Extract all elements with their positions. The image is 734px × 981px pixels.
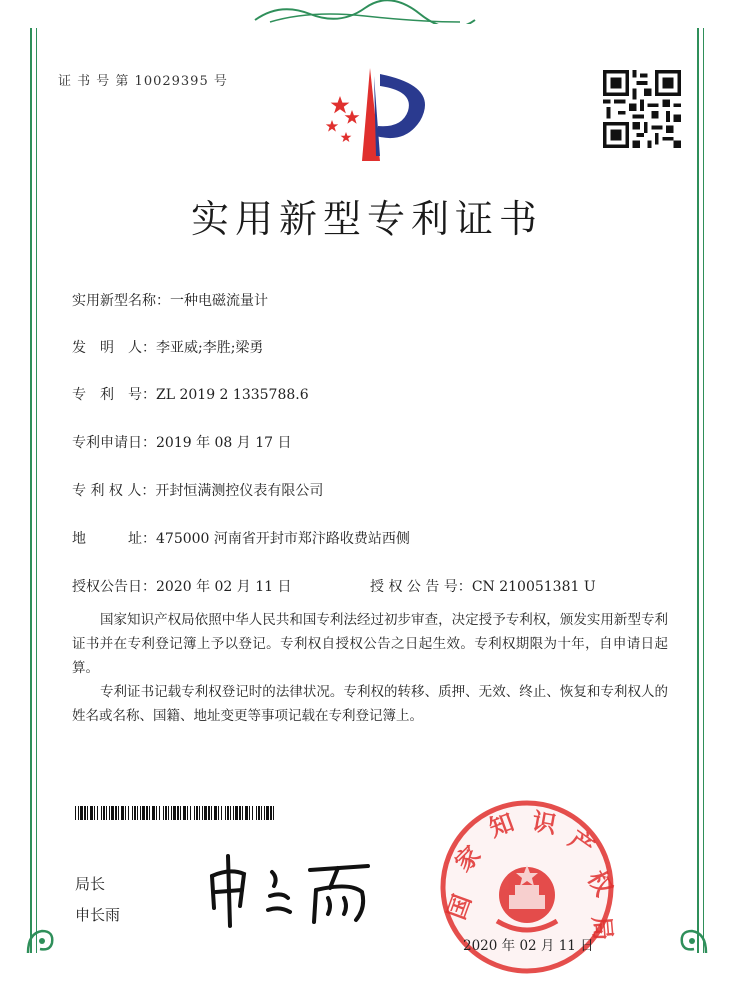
barcode-bar xyxy=(97,806,98,820)
barcode-bar xyxy=(152,806,155,820)
barcode-bar xyxy=(196,806,198,820)
filing-date-label: 专利申请日： xyxy=(72,435,156,451)
barcode-bar xyxy=(252,806,253,820)
barcode-bar xyxy=(173,806,176,820)
cnipa-emblem-icon xyxy=(310,66,440,166)
address-value: 475000 河南省开封市郑汴路收费站西侧 xyxy=(156,531,410,547)
left-border xyxy=(30,28,37,953)
barcode-bar xyxy=(266,806,269,820)
barcode-bar xyxy=(149,806,150,820)
barcode-bar xyxy=(230,806,231,820)
barcode-bar xyxy=(118,806,119,820)
barcode-bar xyxy=(140,806,141,820)
barcode-bar xyxy=(111,806,114,820)
patent-number-value: ZL 2019 2 1335788.6 xyxy=(156,387,309,403)
field-grant-date xyxy=(72,576,292,596)
statement-paragraph-1: 国家知识产权局依照中华人民共和国专利法经过初步审查，决定授予专利权，颁发实用新型专利证书并在专利登记簿上予以登记。专利权自授权公告之日起生效。专利权期限为十年，自申请日起算。 xyxy=(72,612,668,676)
field-inventor xyxy=(72,337,263,357)
field-patentee xyxy=(72,480,323,500)
barcode-bar xyxy=(214,806,217,820)
barcode-bar xyxy=(103,806,105,820)
barcode-bar xyxy=(75,806,76,820)
utility-model-name-label: 实用新型名称： xyxy=(72,293,170,309)
barcode-bar xyxy=(225,806,226,820)
barcode-bar xyxy=(101,806,102,820)
barcode-bar xyxy=(227,806,229,820)
barcode-bar xyxy=(163,806,164,820)
barcode-bar xyxy=(84,806,86,820)
barcode-bar xyxy=(80,806,83,820)
barcode-bar xyxy=(146,806,148,820)
grant-number-value: CN 210051381 U xyxy=(471,579,596,595)
barcode-bar xyxy=(106,806,107,820)
barcode-bar xyxy=(165,806,167,820)
barcode-bar xyxy=(90,806,93,820)
barcode-bar xyxy=(204,806,207,820)
bottom-left-ornament-icon xyxy=(24,921,60,957)
certificate-number-value: 10029395 xyxy=(134,74,209,89)
director-signature xyxy=(200,848,380,928)
barcode-bar xyxy=(171,806,172,820)
barcode-bar xyxy=(258,806,260,820)
svg-text:权: 权 xyxy=(581,866,619,901)
patentee-label: 专 利 权 人： xyxy=(72,483,156,499)
barcode-bar xyxy=(187,806,188,820)
barcode-bar xyxy=(159,806,160,820)
inventor-label: 发 明 人： xyxy=(72,340,156,356)
barcode-bar xyxy=(115,806,117,820)
barcode-bar xyxy=(235,806,238,820)
certificate-number-label: 证 书 号 第 xyxy=(58,74,130,89)
barcode-bar xyxy=(78,806,79,820)
barcode-bar xyxy=(261,806,262,820)
barcode-bar xyxy=(221,806,222,820)
patent-number-label: 专 利 号： xyxy=(72,387,156,403)
statement-paragraph-2: 专利证书记载专利权登记时的法律状况。专利权的转移、质押、无效、终止、恢复和专利权人的姓名或名称、国籍、地址变更等事项记载在专利登记簿上。 xyxy=(72,684,668,724)
right-border xyxy=(697,28,704,953)
barcode-bar xyxy=(233,806,234,820)
barcode-bar xyxy=(202,806,203,820)
barcode-bar xyxy=(128,806,129,820)
barcode-bar xyxy=(242,806,243,820)
barcode-bar xyxy=(239,806,241,820)
barcode-bar xyxy=(125,806,126,820)
barcode-bar xyxy=(87,806,88,820)
barcode-bar xyxy=(142,806,145,820)
barcode-bar xyxy=(94,806,95,820)
barcode-bar xyxy=(121,806,124,820)
field-patent-number xyxy=(72,384,309,404)
barcode-bar xyxy=(245,806,248,820)
barcode-bar xyxy=(199,806,200,820)
svg-text:识: 识 xyxy=(529,807,559,840)
svg-text:家: 家 xyxy=(449,840,487,878)
svg-text:知: 知 xyxy=(485,808,518,843)
top-ornament-icon xyxy=(250,0,480,24)
barcode-bar xyxy=(249,806,250,820)
barcode-bar xyxy=(132,806,133,820)
svg-text:国: 国 xyxy=(442,890,477,924)
address-label: 地 址： xyxy=(72,531,156,547)
certificate-title: 实用新型专利证书 xyxy=(190,197,543,241)
barcode-bar xyxy=(137,806,138,820)
barcode-bar xyxy=(134,806,136,820)
barcode xyxy=(75,806,275,820)
director-name: 申长雨 xyxy=(75,906,121,924)
barcode-bar xyxy=(156,806,157,820)
barcode-bar xyxy=(218,806,219,820)
qr-code xyxy=(603,70,681,148)
grant-number-label: 授 权 公 告 号： xyxy=(370,579,472,595)
utility-model-name-value: 一种电磁流量计 xyxy=(170,293,268,309)
bottom-right-ornament-icon xyxy=(674,921,710,957)
grant-date-label: 授权公告日： xyxy=(72,579,156,595)
barcode-bar xyxy=(168,806,169,820)
issue-date: 2020 年 02 月 11 日 xyxy=(463,938,594,954)
field-grant-publication-number xyxy=(370,576,596,596)
barcode-bar xyxy=(264,806,265,820)
barcode-bar xyxy=(177,806,179,820)
field-address xyxy=(72,528,410,548)
svg-text:产: 产 xyxy=(563,824,600,862)
barcode-bar xyxy=(211,806,212,820)
filing-date-value: 2019 年 08 月 17 日 xyxy=(156,435,292,451)
barcode-bar xyxy=(180,806,181,820)
barcode-bar xyxy=(273,806,274,820)
barcode-bar xyxy=(194,806,195,820)
field-filing-date xyxy=(72,432,292,452)
barcode-bar xyxy=(190,806,191,820)
barcode-bar xyxy=(183,806,186,820)
barcode-bar xyxy=(208,806,210,820)
director-title: 局长 xyxy=(75,875,106,893)
barcode-bar xyxy=(109,806,110,820)
barcode-bar xyxy=(256,806,257,820)
svg-text:局: 局 xyxy=(587,915,618,942)
inventor-value: 李亚威;李胜;梁勇 xyxy=(156,340,264,356)
patentee-value: 开封恒满测控仪表有限公司 xyxy=(155,483,324,499)
barcode-bar xyxy=(270,806,272,820)
field-utility-model-name xyxy=(72,290,268,310)
grant-date-value: 2020 年 02 月 11 日 xyxy=(156,579,292,595)
certificate-number-suffix: 号 xyxy=(213,74,228,89)
certificate-number xyxy=(58,70,228,89)
